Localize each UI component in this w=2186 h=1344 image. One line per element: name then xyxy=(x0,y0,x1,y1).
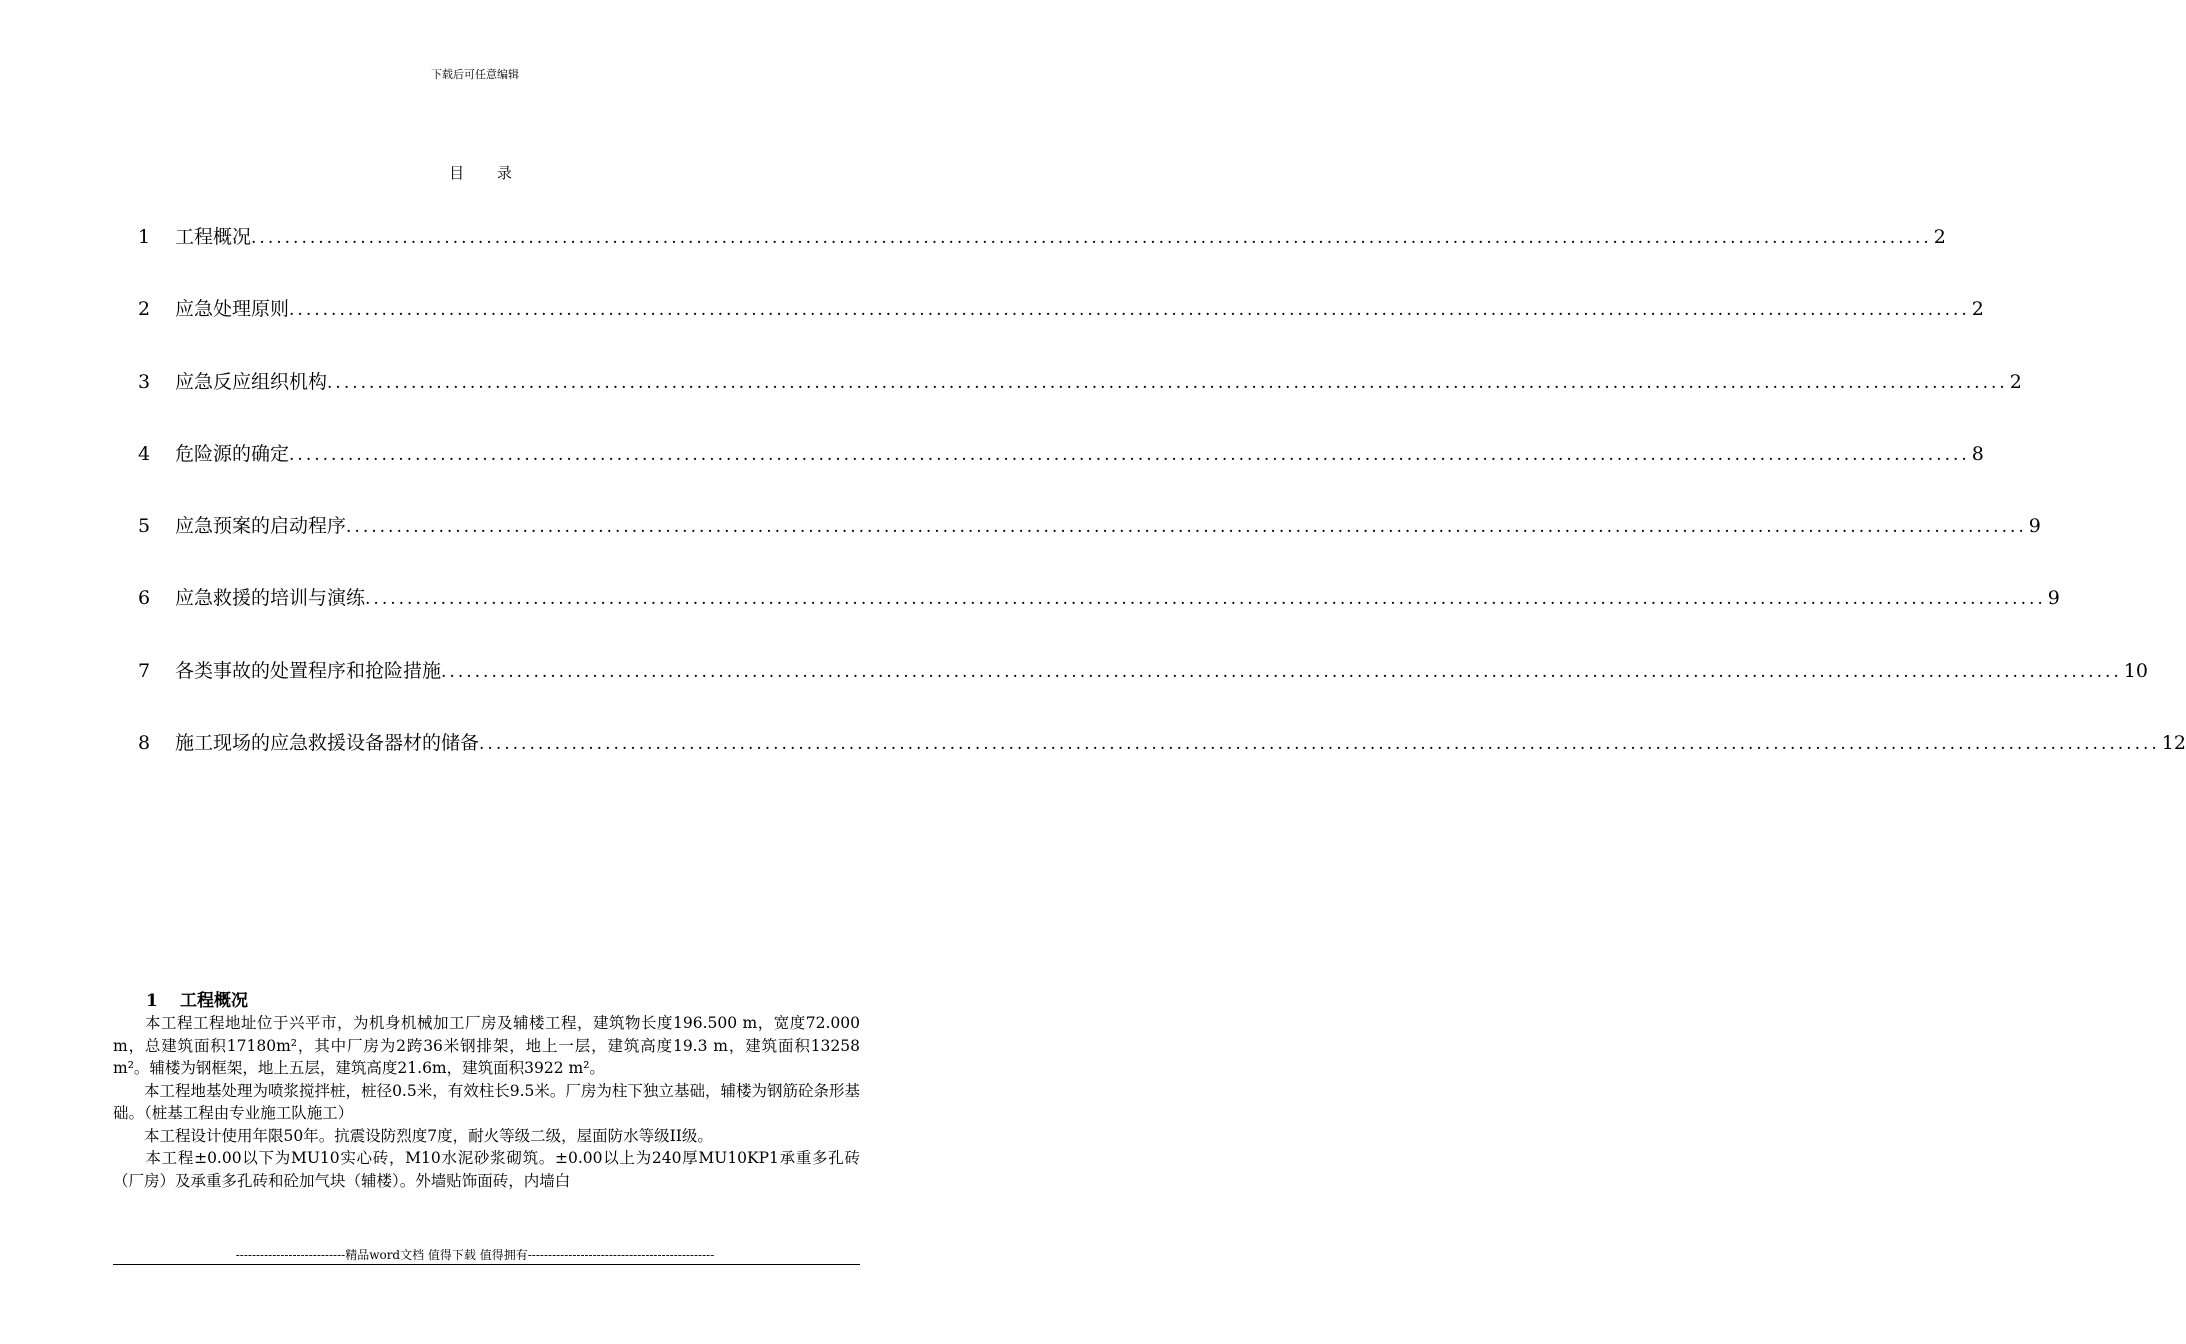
toc-item-label: 施工现场的应急救援设备器材的储备 xyxy=(175,732,480,755)
toc-item-page: 9 xyxy=(2028,515,2041,538)
toc-leader-dots: ........................................................................................................................................................................................................ xyxy=(365,589,2046,610)
toc-item[interactable] xyxy=(138,222,1946,294)
toc-item-label: 危险源的确定 xyxy=(175,442,290,465)
toc-item-label: 应急救援的培训与演练 xyxy=(175,587,366,610)
toc-title: 目 录 xyxy=(449,164,526,182)
page-header: 下载后可任意编辑 xyxy=(431,68,519,81)
toc-item-number: 1 xyxy=(138,226,151,248)
page-footer: ---------------------------精品word文档 值得下载 值得拥有---------------------------------------------- xyxy=(235,1248,715,1262)
toc-item-page: 2 xyxy=(1971,298,1984,321)
toc-item-label: 应急预案的启动程序 xyxy=(175,515,347,538)
toc-item-page: 2 xyxy=(2009,370,2022,393)
toc-item-page: 12 xyxy=(2161,732,2186,755)
section-number: 1 xyxy=(146,991,158,1011)
toc-item-page: 2 xyxy=(1933,226,1946,248)
toc-item-page: 10 xyxy=(2123,659,2148,682)
toc-item[interactable] xyxy=(138,583,2060,655)
toc-leader-dots: ........................................................................................................................................................................................................ xyxy=(327,372,2008,393)
body-paragraph: 本工程设计使用年限50年。抗震设防烈度7度，耐火等级二级，屋面防水等级II级。 xyxy=(113,1126,713,1145)
toc-item[interactable] xyxy=(138,439,1984,511)
toc-item[interactable] xyxy=(138,656,2148,728)
toc-item-page: 9 xyxy=(2047,587,2060,610)
footer-rule xyxy=(113,1264,860,1265)
toc-item-label: 工程概况 xyxy=(175,226,252,248)
toc-leader-dots: ........................................................................................................................................................................................................ xyxy=(479,734,2160,755)
toc-item[interactable] xyxy=(138,728,2186,800)
toc-leader-dots: ........................................................................................................................................................................................................ xyxy=(346,517,2027,538)
toc-leader-dots: ........................................................................................................................................................................................................ xyxy=(251,228,1932,248)
toc-item[interactable] xyxy=(138,367,2022,439)
toc-item-number: 4 xyxy=(138,442,151,465)
table-of-contents xyxy=(138,222,2186,800)
toc-item-number: 8 xyxy=(138,732,151,755)
toc-item[interactable] xyxy=(138,511,2041,583)
body-paragraph: 本工程工程地址位于兴平市，为机身机械加工厂房及辅楼工程，建筑物长度196.500 m，宽度72.000 m，总建筑面积17180m²，其中厂房为2跨36米钢排架，地上一层，建筑高度19.3 m，建筑面积13258 m²。辅楼为钢框架，地上五层，建筑高度21.6m，建筑面积3922 m²。 xyxy=(113,1014,860,1077)
toc-item-number: 7 xyxy=(138,659,151,682)
toc-item-label: 各类事故的处置程序和抢险措施 xyxy=(175,659,442,682)
section-heading xyxy=(146,986,248,1011)
toc-item-number: 2 xyxy=(138,298,151,321)
toc-item-number: 5 xyxy=(138,515,151,538)
toc-item-label: 应急处理原则 xyxy=(175,298,290,321)
toc-item-number: 3 xyxy=(138,370,151,393)
toc-item[interactable] xyxy=(138,294,1984,366)
body-paragraph: 本工程±0.00以下为MU10实心砖，M10水泥砂浆砌筑。±0.00以上为240厚MU10KP1承重多孔砖（厂房）及承重多孔砖和砼加气块（辅楼）。外墙贴饰面砖，内墙白 xyxy=(113,1149,860,1190)
toc-leader-dots: ........................................................................................................................................................................................................ xyxy=(289,444,1970,465)
section-body xyxy=(113,1012,860,1192)
toc-item-number: 6 xyxy=(138,587,151,610)
toc-item-label: 应急反应组织机构 xyxy=(175,370,328,393)
toc-leader-dots: ........................................................................................................................................................................................................ xyxy=(289,300,1970,321)
body-paragraph: 本工程地基处理为喷浆搅拌桩，桩径0.5米，有效柱长9.5米。厂房为柱下独立基础，辅楼为钢筋砼条形基础。（桩基工程由专业施工队施工） xyxy=(113,1081,860,1122)
section-title: 工程概况 xyxy=(180,991,248,1011)
toc-leader-dots: ........................................................................................................................................................................................................ xyxy=(441,661,2122,682)
toc-item-page: 8 xyxy=(1971,442,1984,465)
